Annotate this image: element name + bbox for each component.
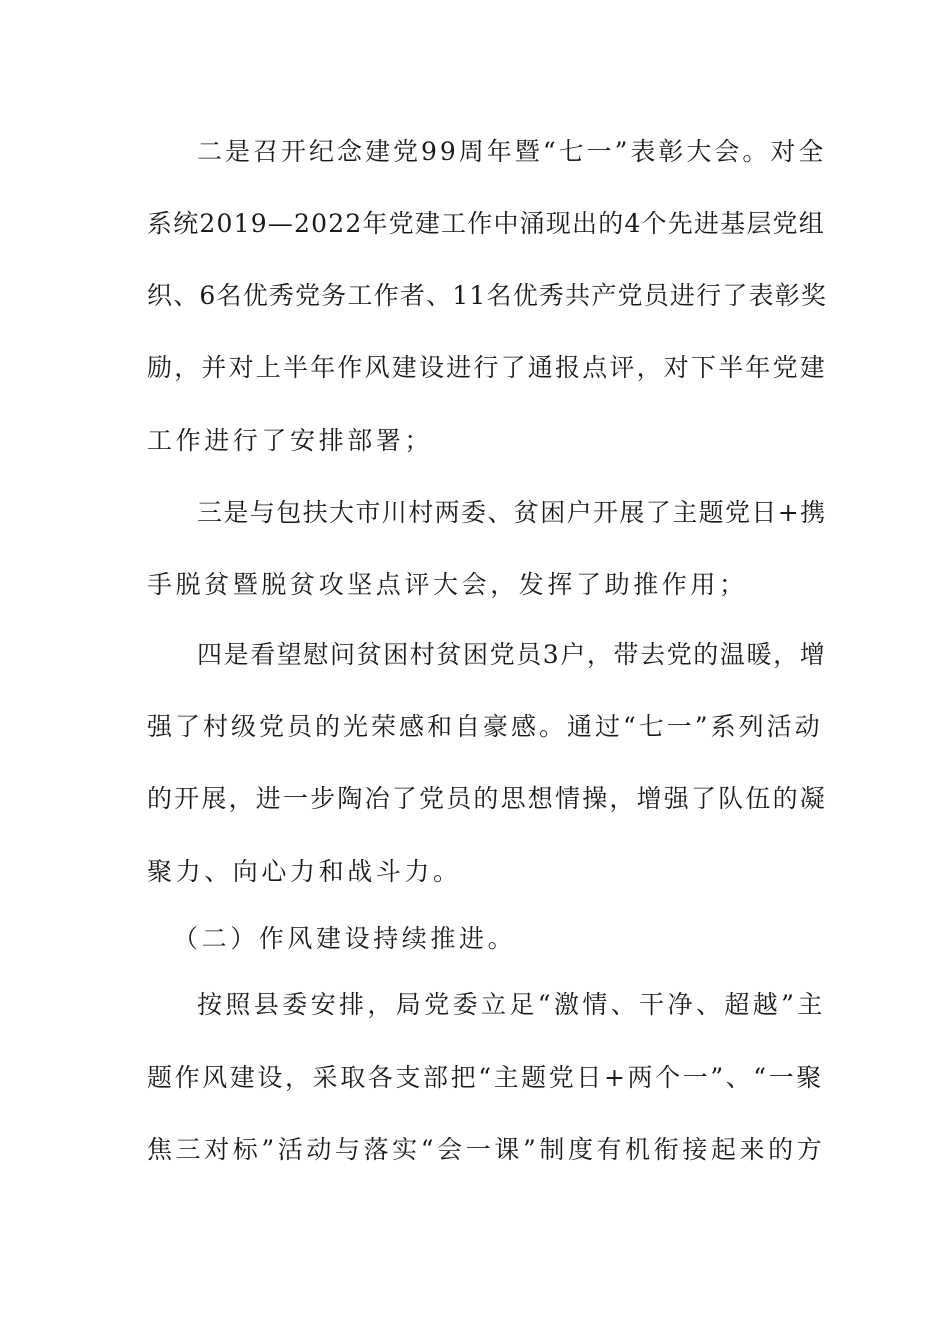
- paragraph-line: 的开展，进一步陶冶了党员的思想情操，增强了队伍的凝: [147, 784, 828, 813]
- paragraph-line: 工作进行了安排部署；: [147, 426, 434, 455]
- paragraph-line: 励，并对上半年作风建设进行了通报点评，对下半年党建: [147, 353, 828, 382]
- paragraph-line: 手脱贫暨脱贫攻坚点评大会，发挥了助推作用；: [147, 570, 748, 599]
- paragraph-line: 四是看望慰问贫困村贫困党员3户，带去党的温暖，增: [197, 640, 827, 669]
- paragraph-line: 系统2019—2022年党建工作中涌现出的4个先进基层党组: [147, 209, 825, 238]
- paragraph-line: 织、6名优秀党务工作者、11名优秀共产党员进行了表彰奖: [147, 281, 828, 310]
- paragraph-line: 二是召开纪念建党99周年暨“七一”表彰大会。对全: [197, 137, 827, 166]
- paragraph-line: 三是与包扶大市川村两委、贫困户开展了主题党日+携: [197, 498, 827, 527]
- paragraph-line: 题作风建设，采取各支部把“主题党日+两个一”、“一聚: [147, 1063, 824, 1092]
- section-heading: （二）作风建设持续推进。: [173, 924, 517, 953]
- paragraph-line: 焦三对标”活动与落实“会一课”制度有机衔接起来的方: [147, 1135, 826, 1164]
- paragraph-line: 按照县委安排，局党委立足“激情、干净、超越”主: [197, 990, 826, 1019]
- paragraph-line: 强了村级党员的光荣感和自豪感。通过“七一”系列活动: [147, 712, 823, 741]
- paragraph-line: 聚力、向心力和战斗力。: [147, 857, 462, 886]
